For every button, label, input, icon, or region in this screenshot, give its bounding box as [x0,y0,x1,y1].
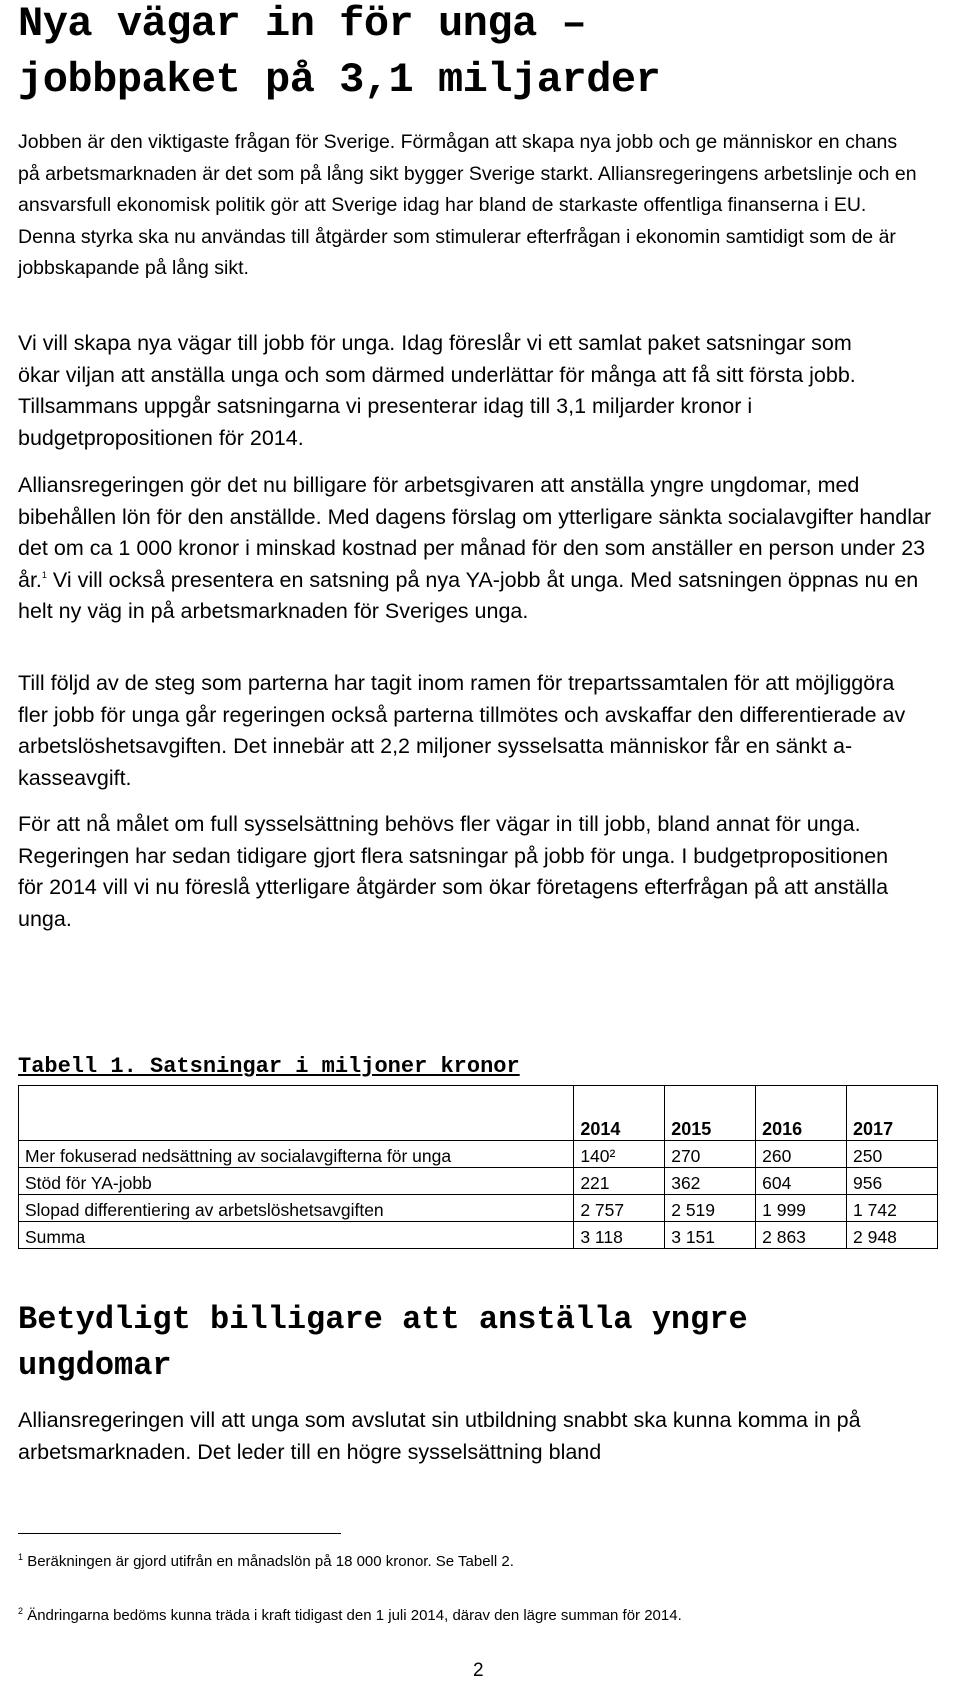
table-row [19,1168,938,1195]
table-cell: 362 [665,1168,756,1195]
footnote-mark: 1 [18,1552,24,1562]
table-cell: 221 [574,1168,665,1195]
paragraph-tripartite: Till följd av de steg som parterna har tagit inom ramen för trepartssamtalen för att möjliggöra fler jobb för unga går regeringen också parterna tillmötes och avskaffar den differentierade av arbetslöshetsavgiften. Det innebär att 2,2 miljoner sysselsatta människor får en sänkt a-kasseavgift. [18,671,906,790]
table-cell: 604 [756,1168,847,1195]
page-title: Nya vägar in för unga – jobbpaket på 3,1 miljarder [18,0,661,104]
table-header-empty [19,1086,574,1141]
table-cell: 260 [756,1141,847,1168]
paragraph-new-paths: Vi vill skapa nya vägar till jobb för unga. Idag föreslår vi ett samlat paket satsningar som ökar viljan att anställa unga och som därmed underlättar för många att få sitt första jobb. Tillsammans uppgår satsningarna vi presenterar idag till 3,1 miljarder kronor i budgetpropositionen för 2014. [18,331,856,450]
table-row-label: Mer fokuserad nedsättning av socialavgifterna för unga [19,1141,574,1168]
table-cell: 270 [665,1141,756,1168]
table-header-row [19,1086,938,1141]
footnote-mark: 2 [18,1606,24,1616]
footnote-2 [18,1607,682,1624]
page-number: 2 [473,1660,484,1681]
table-cell: 2 948 [847,1222,938,1249]
table-cell: 1 742 [847,1195,938,1222]
paragraph-full-employment: För att nå målet om full sysselsättning behövs fler vägar in till jobb, bland annat för unga. Regeringen har sedan tidigare gjort flera satsningar på jobb för unga. I budgetpropositionen för 2014 vill vi nu föreslå ytterligare åtgärder som ökar företagens efterfrågan på att anställa unga. [18,812,889,931]
table-header-year: 2016 [756,1086,847,1141]
table-row-total [19,1222,938,1249]
footnote-1 [18,1553,514,1570]
investments-table [18,1085,938,1249]
table-header-year: 2014 [574,1086,665,1141]
table-cell: 3 118 [574,1222,665,1249]
table-cell: 250 [847,1141,938,1168]
table-cell: 140² [574,1141,665,1168]
footnote-text: Ändringarna bedöms kunna träda i kraft tidigast den 1 juli 2014, därav den lägre summan för 2014. [27,1607,682,1624]
section-paragraph: Alliansregeringen vill att unga som avslutat sin utbildning snabbt ska kunna komma in på arbetsmarknaden. Det leder till en högre sysselsättning bland [18,1408,861,1464]
paragraph-cheaper-hiring-text-1: Alliansregeringen gör det nu billigare för arbetsgivaren att anställa yngre ungdomar, med bibehållen lön för den anställde. Med dagens förslag om ytterligare sänkta socialavgifter handlar det om ca 1 000 kronor i minskad kostnad per månad för den som anställer en person under 23 år. [18,473,932,592]
table-cell: 2 863 [756,1222,847,1249]
table-title: Tabell 1. Satsningar i miljoner kronor [18,1054,520,1079]
section-heading: Betydligt billigare att anställa yngre ungdomar [18,1301,748,1384]
paragraph-cheaper-hiring-text-2: Vi vill också presentera en satsning på nya YA-jobb åt unga. Med satsningen öppnas nu en helt ny väg in på arbetsmarknaden för Sveriges unga. [18,567,919,623]
table-cell: 2 757 [574,1195,665,1222]
table-header-year: 2015 [665,1086,756,1141]
table-cell: 1 999 [756,1195,847,1222]
paragraph-intro: Jobben är den viktigaste frågan för Sverige. Förmågan att skapa nya jobb och ge människor en chans på arbetsmarknaden är det som på lång sikt bygger Sverige starkt. Alliansregeringens arbetslinje och en ansvarsfull ekonomisk politik gör att Sverige idag har bland de starkaste offentliga finanserna i EU. Denna styrka ska nu användas till åtgärder som stimulerar efterfrågan i ekonomin samtidigt som de är jobbskapande på lång sikt. [18,131,917,279]
table-header-year: 2017 [847,1086,938,1141]
table-row-label: Slopad differentiering av arbetslöshetsavgiften [19,1195,574,1222]
table-row-label: Stöd för YA-jobb [19,1168,574,1195]
table-row [19,1195,938,1222]
paragraph-cheaper-hiring [18,470,933,628]
table-row-label: Summa [19,1222,574,1249]
table-cell: 3 151 [665,1222,756,1249]
table-cell: 956 [847,1168,938,1195]
table-cell: 2 519 [665,1195,756,1222]
table-row [19,1141,938,1168]
footnote-divider [18,1533,341,1534]
footnote-text: Beräkningen är gjord utifrån en månadslön på 18 000 kronor. Se Tabell 2. [27,1553,514,1570]
footnote-ref-1[interactable]: 1 [41,569,47,580]
